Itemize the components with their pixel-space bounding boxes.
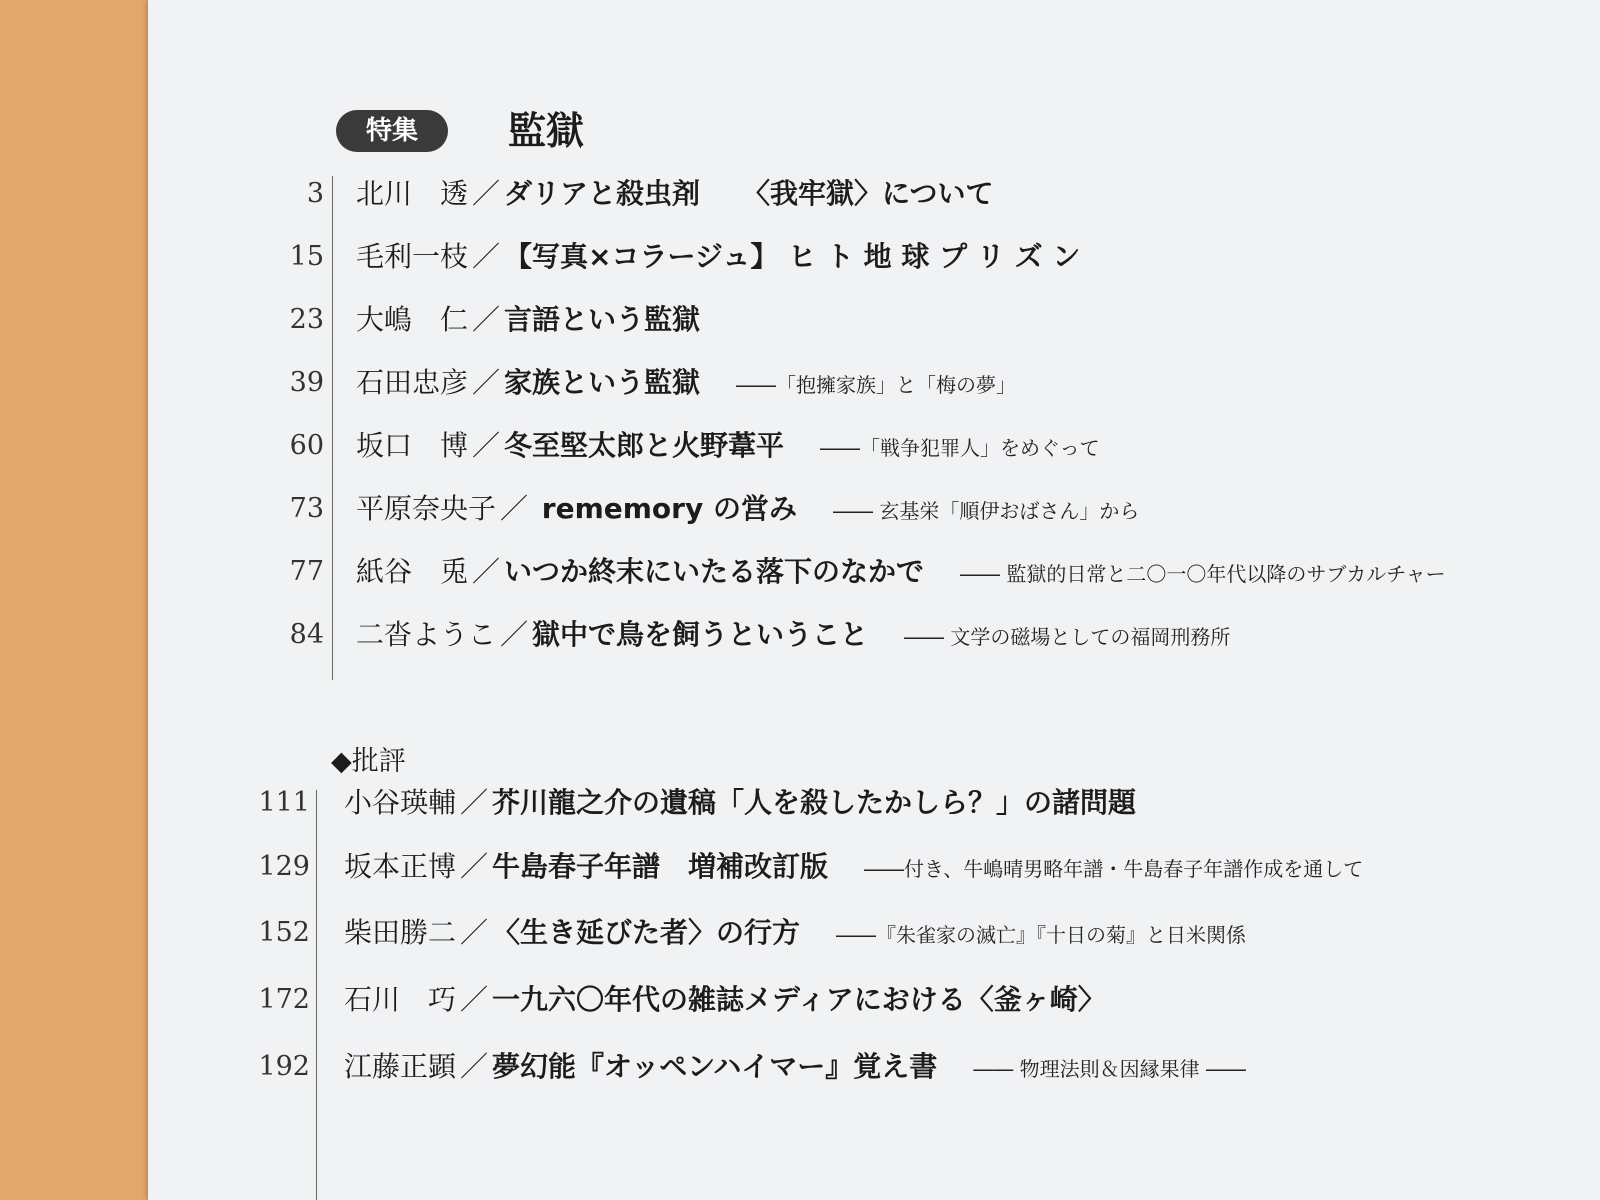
page-number: 111 [258,787,310,818]
feature-badge: 特集 [336,110,448,152]
page-number: 3 [306,178,324,209]
separator: ／ [500,618,529,651]
entry-subtitle: ―― 文学の磁場としての福岡刑務所 [904,625,1231,649]
page-number: 15 [289,241,324,272]
entry-text [356,484,1139,536]
entry-title: 〈生き延びた者〉の行方 [492,916,801,949]
entry-text [356,421,1100,473]
page-number: 60 [289,430,324,461]
entry-title: ダリアと殺虫剤 〈我牢獄〉について [504,177,994,210]
entry-title: 芥川龍之介の遺稿「人を殺したかしら？」の諸問題 [492,786,1137,819]
page-number: 84 [289,619,324,650]
separator: ／ [460,983,489,1016]
page-number: 192 [258,1051,310,1082]
entry-title: 言語という監獄 [504,303,701,336]
entry-text [344,778,1136,828]
entry-text [344,842,1363,894]
page-number: 23 [289,304,324,335]
page-number: 73 [289,493,324,524]
entry-text [356,232,1080,282]
entry-subtitle: ――「戦争犯罪人」をめぐって [820,436,1100,460]
entry-author: 坂本正博 [344,850,457,883]
entry-text [344,908,1246,960]
entry-author: 毛利一枝 [356,240,469,273]
entry-author: 北川 透 [356,177,469,210]
divider-line [332,176,333,680]
entry-author: 石川 巧 [344,983,457,1016]
entry-author: 紙谷 兎 [356,555,469,588]
entry-subtitle: ―― 物理法則＆因縁果律 ―― [973,1057,1246,1081]
entry-author: 平原奈央子 [356,492,497,525]
feature-title: 監獄 [508,109,585,153]
entry-title: 夢幻能『オッペンハイマー』覚え書 [492,1050,938,1083]
entry-title: 一九六〇年代の雑誌メディアにおける〈釜ヶ崎〉 [492,983,1106,1016]
entry-title: 家族という監獄 [504,366,701,399]
page-number: 172 [258,984,310,1015]
separator: ／ [472,303,501,336]
entry-subtitle: ―― 玄基栄「順伊おばさん」から [832,499,1140,523]
entry-title: いつか終末にいたる落下のなかで [504,555,925,588]
entry-text [344,975,1106,1025]
separator: ／ [460,850,489,883]
entry-title: 獄中で鳥を飼うということ [532,618,869,651]
entry-subtitle: ――付き、牛嶋晴男略年譜・牛島春子年譜作成を通して [864,857,1364,881]
separator: ／ [472,366,501,399]
entry-title: rememory の営み [532,492,797,525]
separator: ／ [500,492,529,525]
section-label-criticism: ◆批評 [331,746,406,777]
divider-line [316,790,317,1200]
entry-author: 江藤正顕 [344,1050,457,1083]
page-number: 129 [258,851,310,882]
entry-subtitle: ―― 監獄的日常と二〇一〇年代以降のサブカルチャー [960,562,1446,586]
page-number: 152 [258,917,310,948]
separator: ／ [460,916,489,949]
entry-author: 石田忠彦 [356,366,469,399]
entry-title: 牛島春子年譜 増補改訂版 [492,850,829,883]
entry-title: 【写真×コラージュ】 ヒ ト 地 球 プ リ ズ ン [504,240,1081,273]
entry-author: 二沓ようこ [356,618,497,651]
entry-author: 柴田勝二 [344,916,457,949]
page-number: 39 [289,367,324,398]
entry-subtitle: ――「抱擁家族」と「梅の夢」 [736,373,1017,397]
entry-author: 坂口 博 [356,429,469,462]
separator: ／ [460,786,489,819]
entry-text [356,295,700,345]
entry-author: 大嶋 仁 [356,303,469,336]
entry-subtitle: ――『朱雀家の滅亡』『十日の菊』と日米関係 [836,923,1247,947]
separator: ／ [472,429,501,462]
separator: ／ [472,240,501,273]
separator: ／ [472,177,501,210]
entry-text [344,1042,1246,1094]
entry-text [356,169,993,219]
entry-text [356,547,1446,599]
separator: ／ [460,1050,489,1083]
entry-author: 小谷瑛輔 [344,786,457,819]
entry-title: 冬至堅太郎と火野葦平 [504,429,785,462]
page-number: 77 [289,556,324,587]
entry-text [356,358,1016,410]
separator: ／ [472,555,501,588]
entry-text [356,610,1230,662]
